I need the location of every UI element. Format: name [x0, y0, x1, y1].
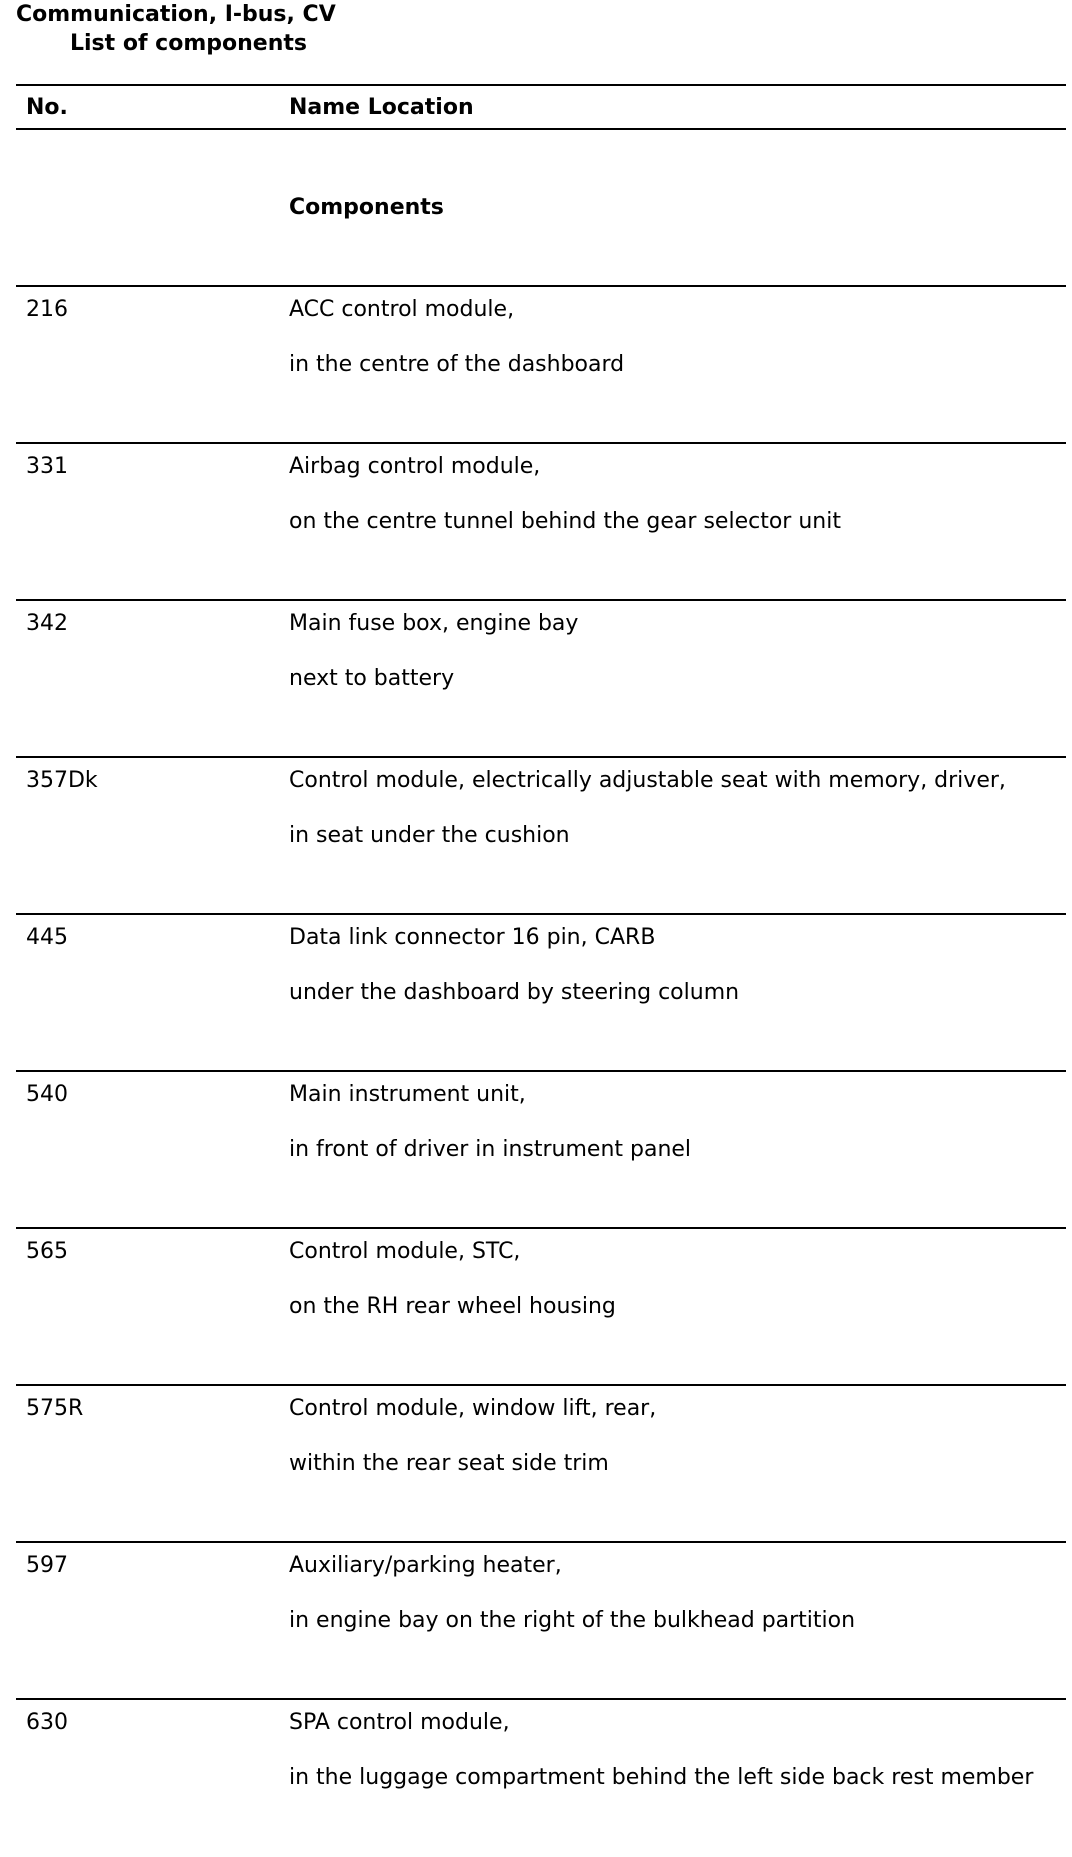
- component-location: in the centre of the dashboard: [289, 352, 625, 377]
- component-location: in front of driver in instrument panel: [289, 1137, 692, 1162]
- component-name: ACC control module,: [289, 297, 515, 322]
- table-header: [16, 84, 1066, 130]
- component-number: 540: [26, 1082, 68, 1107]
- component-name: Control module, STC,: [289, 1239, 521, 1264]
- component-number: 597: [26, 1553, 68, 1578]
- section-row-components: [16, 130, 1066, 287]
- component-number: 357Dk: [26, 768, 98, 793]
- component-number: 445: [26, 925, 68, 950]
- table-row: [16, 1386, 1066, 1543]
- component-name: Main fuse box, engine bay: [289, 611, 579, 636]
- table-row: [16, 915, 1066, 1072]
- component-location: within the rear seat side trim: [289, 1451, 609, 1476]
- component-location: in seat under the cushion: [289, 823, 570, 848]
- column-header-no: No.: [26, 95, 68, 120]
- component-number: 342: [26, 611, 68, 636]
- component-location: on the RH rear wheel housing: [289, 1294, 616, 1319]
- component-number: 331: [26, 454, 68, 479]
- document-subtitle: List of components: [70, 31, 307, 56]
- component-name: Control module, window lift, rear,: [289, 1396, 657, 1421]
- column-header-name-location: Name Location: [289, 95, 474, 120]
- component-name: Auxiliary/parking heater,: [289, 1553, 562, 1578]
- document-title: Communication, I-bus, CV: [16, 2, 336, 27]
- table-row: [16, 758, 1066, 915]
- table-row: [16, 1700, 1066, 1857]
- component-location: on the centre tunnel behind the gear selector unit: [289, 509, 841, 534]
- component-location: under the dashboard by steering column: [289, 980, 740, 1005]
- document-header: [16, 0, 336, 58]
- component-location: in engine bay on the right of the bulkhead partition: [289, 1608, 856, 1633]
- component-name: SPA control module,: [289, 1710, 510, 1735]
- component-number: 216: [26, 297, 68, 322]
- section-label: Components: [289, 195, 444, 220]
- component-location: in the luggage compartment behind the left side back rest member: [289, 1765, 1034, 1790]
- component-name: Control module, electrically adjustable seat with memory, driver,: [289, 768, 1006, 793]
- table-row: [16, 1072, 1066, 1229]
- table-row: [16, 1543, 1066, 1700]
- table-row: [16, 1229, 1066, 1386]
- table-row: [16, 601, 1066, 758]
- component-location: next to battery: [289, 666, 455, 691]
- component-number: 575R: [26, 1396, 84, 1421]
- component-number: 630: [26, 1710, 68, 1735]
- component-number: 565: [26, 1239, 68, 1264]
- component-name: Data link connector 16 pin, CARB: [289, 925, 656, 950]
- components-table: [16, 84, 1066, 1857]
- component-name: Airbag control module,: [289, 454, 541, 479]
- table-row: [16, 444, 1066, 601]
- table-row: [16, 287, 1066, 444]
- component-name: Main instrument unit,: [289, 1082, 526, 1107]
